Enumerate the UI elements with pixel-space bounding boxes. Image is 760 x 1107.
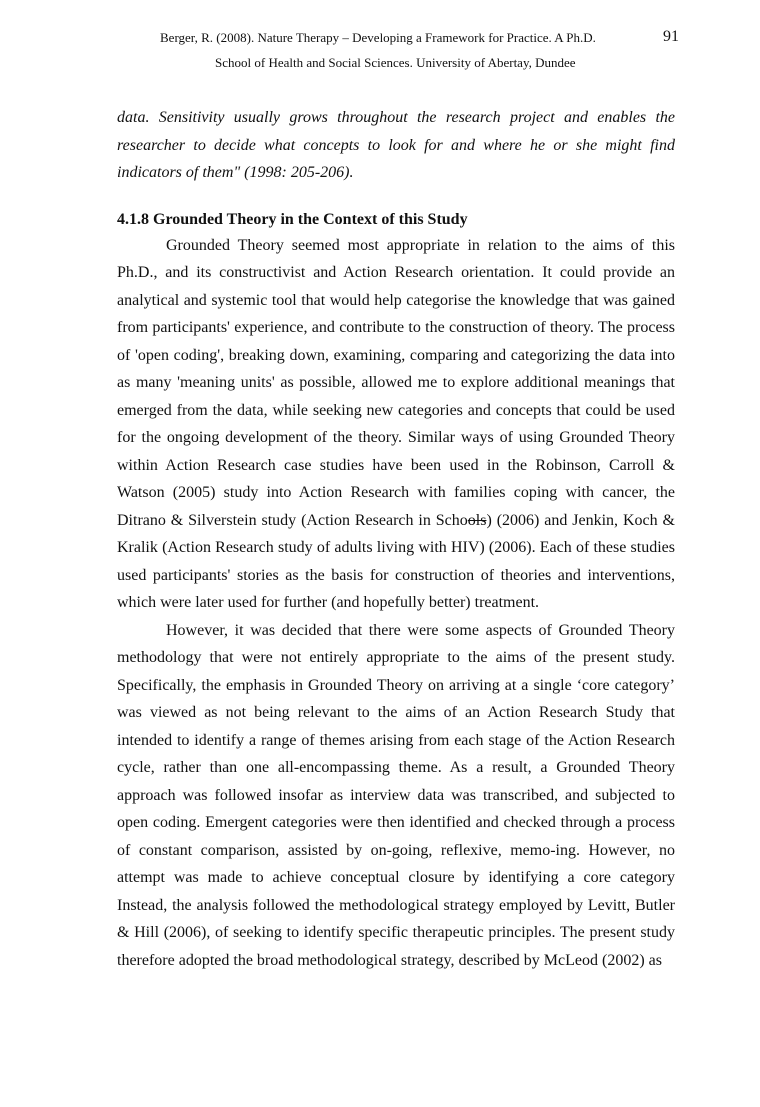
struck-text: ols [467, 511, 487, 529]
paragraph-1-part-b: ) (2006) and Jenkin, Koch & Kralik (Action Research study of adults living with HIV) (2006). Each of these studies used participants' stories as the basis for construction of theories and interventions, which were later used for further (and hopefully better) treatment. [117, 511, 675, 611]
paragraph-1-part-a: Grounded Theory seemed most appropriate in relation to the aims of this Ph.D., and its constructivist and Action Research orientation. It could provide an analytical and systemic tool that would help categorise the knowledge that was gained from participants' experience, and contribute to the construction of theory. The process of 'open coding', breaking down, examining, comparing and categorizing the data into as many 'meaning units' as possible, allowed me to explore additional meanings that emerged from the data, while seeking new categories and concepts that could be used for the ongoing development of the theory. Similar ways of using Grounded Theory within Action Research case studies have been used in the Robinson, Carroll & Watson (2005) study into Action Research with families coping with cancer, the Ditrano & Silverstein study (Action Research in Scho [117, 236, 675, 529]
section-heading: 4.1.8 Grounded Theory in the Context of this Study [117, 210, 468, 228]
page-body [117, 104, 675, 974]
quote-continuation: data. Sensitivity usually grows throughout the research project and enables the researcher to decide what concepts to look for and where he or she might find indicators of them" (1998: 205-206). [117, 109, 675, 181]
page-number: 91 [663, 28, 679, 45]
paragraph-1 [117, 232, 675, 617]
running-header-citation: Berger, R. (2008). Nature Therapy – Developing a Framework for Practice. A Ph.D. [160, 30, 596, 45]
paragraph-2: However, it was decided that there were some aspects of Grounded Theory methodology that were not entirely appropriate to the aims of the present study. Specifically, the emphasis in Grounded Theory on arriving at a single ‘core category’ was viewed as not being relevant to the aims of an Action Research Study that intended to identify a range of themes arising from each stage of the Action Research cycle, rather than one all-encompassing theme. As a result, a Grounded Theory approach was followed insofar as interview data was transcribed, and subjected to open coding. Emergent categories were then identified and checked through a process of constant comparison, assisted by on-going, reflexive, memo-ing. However, no attempt was made to achieve conceptual closure by identifying a core category Instead, the analysis followed the methodological strategy employed by Levitt, Butler & Hill (2006), of seeking to identify specific therapeutic principles. The present study therefore adopted the broad methodological strategy, described by McLeod (2002) as [117, 621, 675, 969]
running-header-school: School of Health and Social Sciences. University of Abertay, Dundee [215, 55, 576, 70]
